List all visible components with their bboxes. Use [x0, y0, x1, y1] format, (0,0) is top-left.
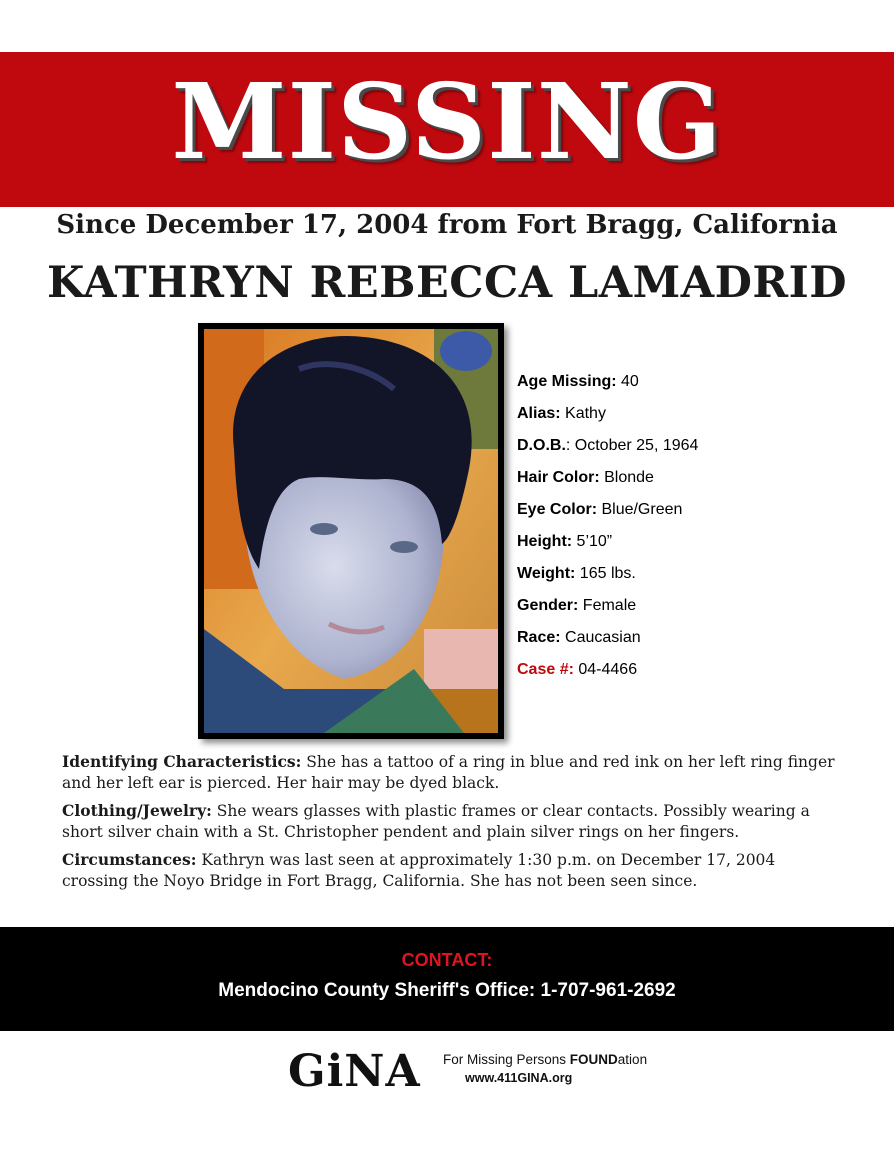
person-photo: [198, 323, 504, 739]
fact-label: Alias:: [517, 405, 561, 422]
fact-alias: [517, 402, 698, 434]
contact-bar: [0, 927, 894, 1031]
fact-label: Eye Color:: [517, 501, 598, 518]
fact-value: : October 25, 1964: [565, 437, 699, 454]
circumstances-text: Kathryn was last seen at approximately 1:30 p.m. on December 17, 2004 crossing the Noyo Bridge in Fort Bragg, California. She has not been seen since.: [62, 851, 776, 890]
fact-value: Blue/Green: [597, 501, 683, 518]
identifying-label: Identifying Characteristics:: [62, 752, 302, 771]
missing-since-line: Since December 17, 2004 from Fort Bragg, California: [56, 210, 838, 240]
fact-case-number: [517, 658, 698, 690]
gina-tagline: [443, 1052, 647, 1067]
fact-value: Kathy: [560, 405, 606, 422]
fact-label: Case #:: [517, 661, 574, 678]
fact-value: 165 lbs.: [575, 565, 636, 582]
fact-label: Weight:: [517, 565, 576, 582]
fact-hair-color: [517, 466, 698, 498]
contact-heading: CONTACT:: [401, 950, 493, 970]
fact-value: Female: [578, 597, 637, 614]
identifying-characteristics: [62, 751, 842, 794]
fact-race: [517, 626, 698, 658]
person-name: KATHRYN REBECCA LAMADRID: [46, 258, 848, 308]
circumstances: [62, 849, 842, 892]
gina-logo-word: GiNA: [288, 1046, 421, 1097]
clothing-jewelry: [62, 800, 842, 843]
fact-label: Hair Color:: [517, 469, 600, 486]
identifying-text: She has a tattoo of a ring in blue and red ink on her left ring finger and her left ear is pierced. Her hair may be dyed black.: [62, 753, 835, 792]
fact-value: Caucasian: [560, 629, 641, 646]
missing-banner: [0, 52, 894, 207]
description-section: [62, 751, 842, 898]
fact-value: Blonde: [599, 469, 654, 486]
tagline-bold: FOUND: [569, 1052, 618, 1067]
fact-weight: [517, 562, 698, 594]
gina-logo: [288, 1046, 648, 1097]
fact-eye-color: [517, 498, 698, 530]
fact-label: Race:: [517, 629, 561, 646]
fact-label: Gender:: [517, 597, 579, 614]
fact-label: Height:: [517, 533, 573, 550]
fact-value: 5’10”: [572, 533, 613, 550]
fact-value: 04-4466: [573, 661, 638, 678]
clothing-label: Clothing/Jewelry:: [62, 801, 212, 820]
gina-url: www.411GINA.org: [465, 1071, 573, 1085]
tagline-end: ation: [617, 1052, 648, 1067]
circumstances-label: Circumstances:: [62, 850, 197, 869]
clothing-text: She wears glasses with plastic frames or clear contacts. Possibly wearing a short silver chain with a St. Christopher pendent and plain silver rings on her fingers.: [62, 802, 810, 841]
fact-age-missing: [517, 370, 698, 402]
contact-phone-line: Mendocino County Sheriff's Office: 1-707-961-2692: [218, 980, 676, 1001]
fact-gender: [517, 594, 698, 626]
facts-list: [517, 370, 698, 690]
tagline-start: For Missing Persons: [443, 1052, 570, 1067]
portrait-image: [204, 329, 498, 733]
missing-title: MISSING: [171, 60, 723, 183]
fact-label: Age Missing:: [517, 373, 617, 390]
fact-height: [517, 530, 698, 562]
fact-value: 40: [616, 373, 639, 390]
fact-dob: [517, 434, 698, 466]
fact-label: D.O.B.: [517, 437, 566, 454]
